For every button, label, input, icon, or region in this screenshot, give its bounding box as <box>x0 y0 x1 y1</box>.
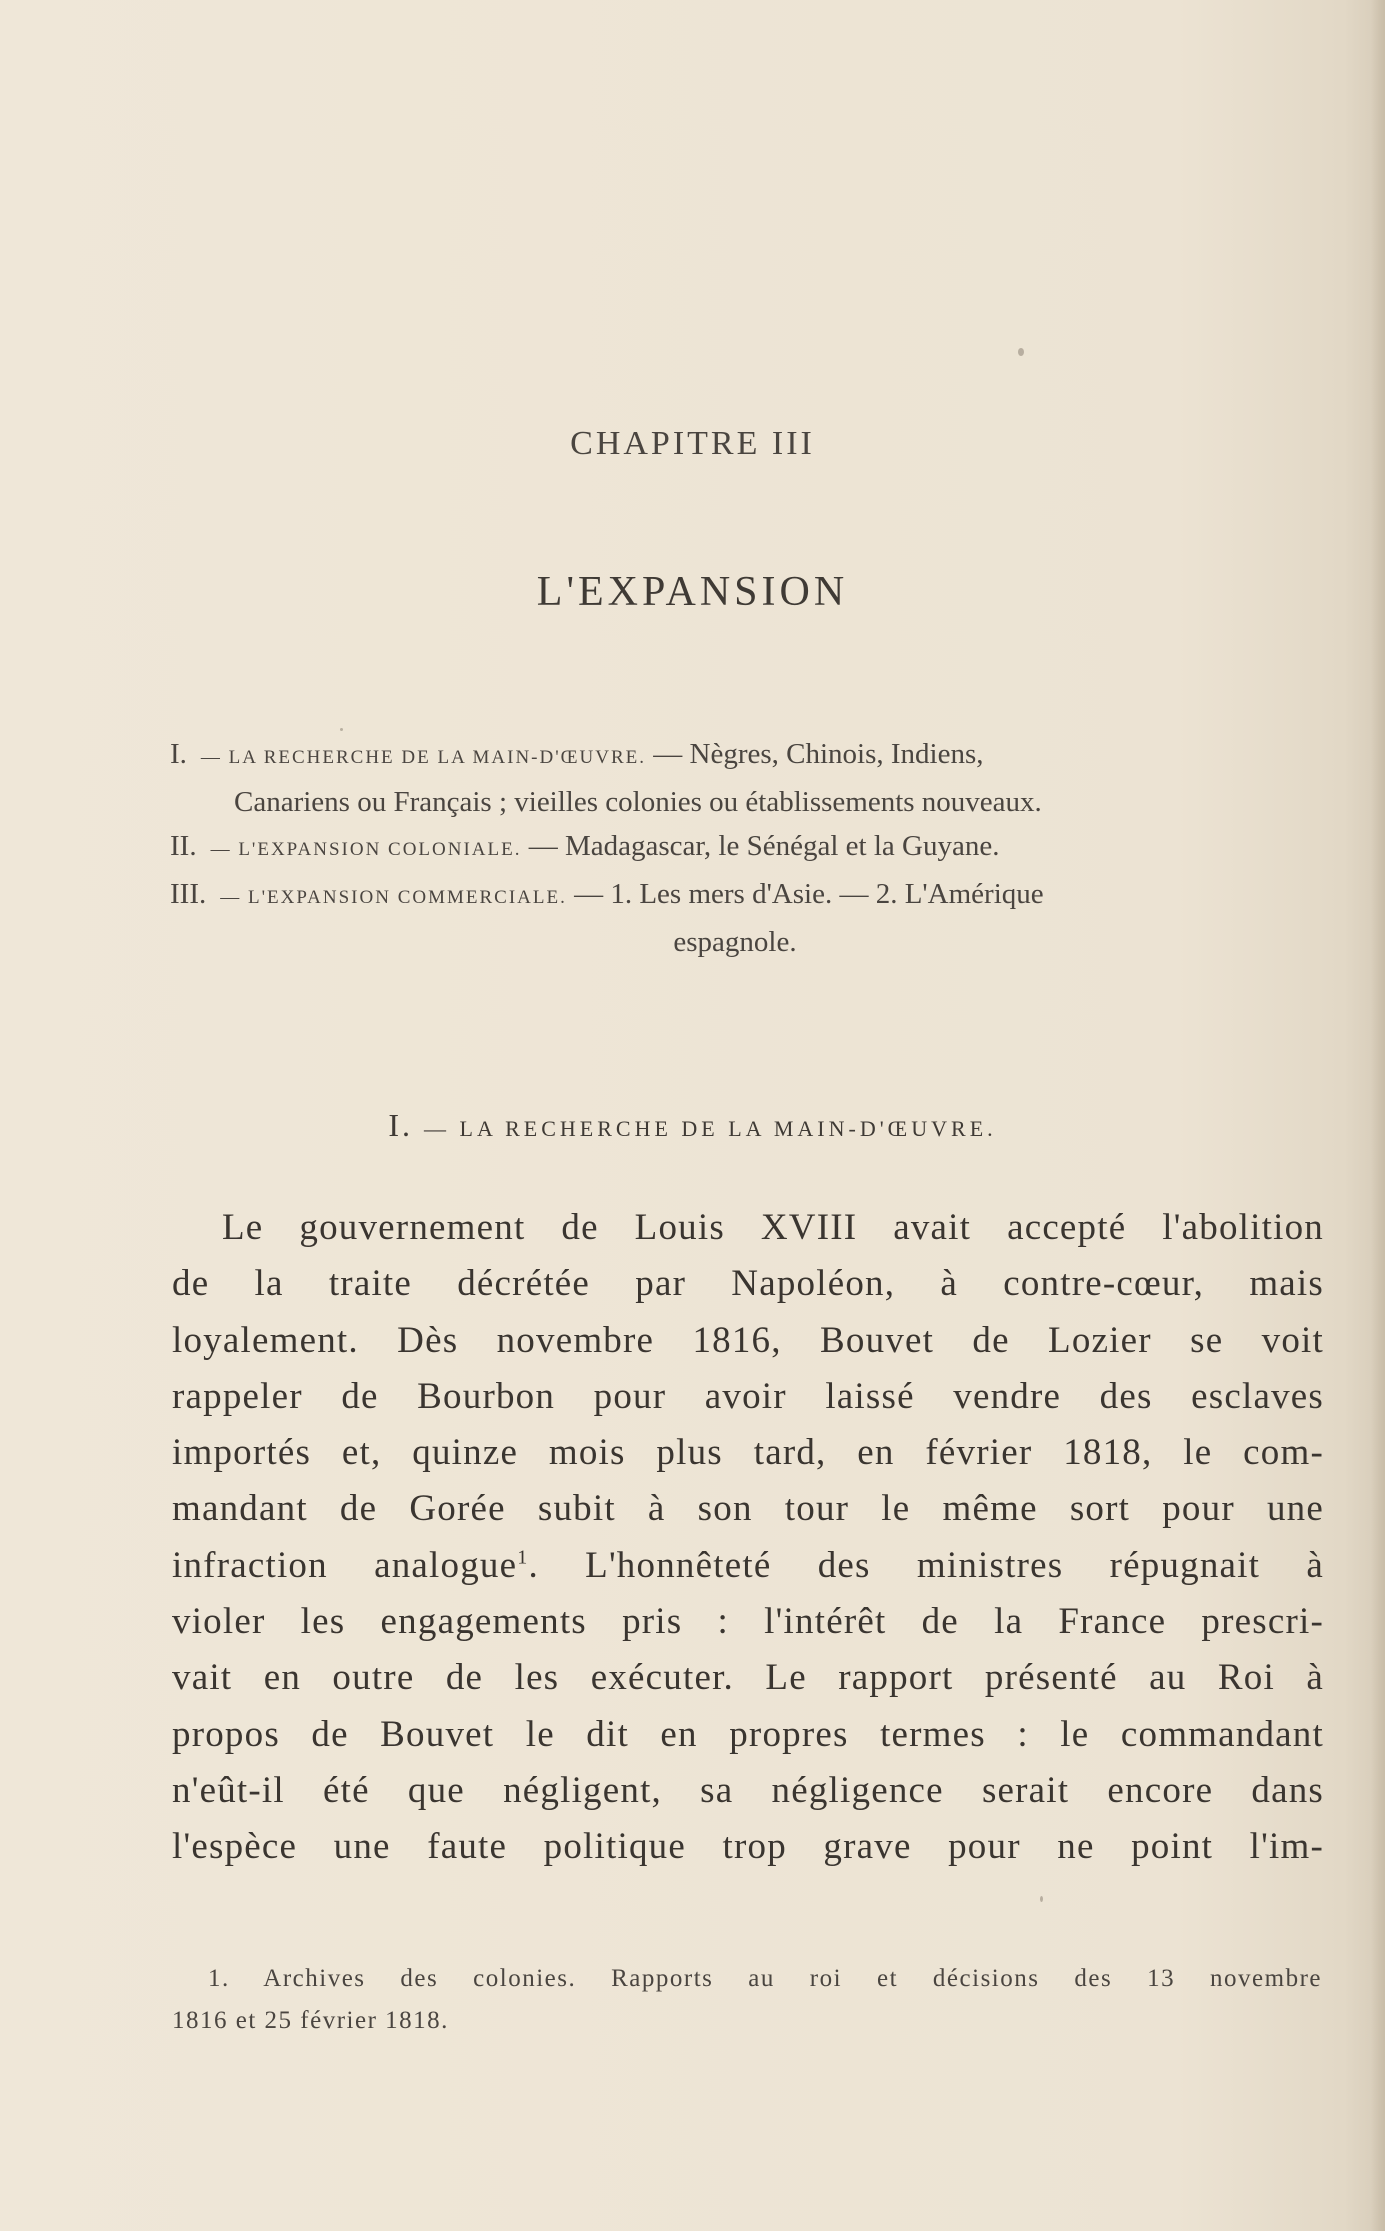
summary-continuation: espagnole. <box>673 926 797 958</box>
body-paragraph <box>172 1200 1324 1876</box>
text-line: importés et, quinze mois plus tard, en février 1818, le com- <box>172 1432 1324 1474</box>
chapter-summary <box>170 732 1320 964</box>
text-line: Le gouvernement de Louis XVIII avait accepté l'abolition <box>222 1207 1324 1248</box>
text-line: vait en outre de les exécuter. Le rapport présenté au Roi à <box>172 1657 1324 1699</box>
summary-heading: — L'EXPANSION COMMERCIALE. <box>220 887 567 908</box>
section-title: — LA RECHERCHE DE LA MAIN-D'ŒUVRE. <box>424 1116 997 1141</box>
paper-speck <box>1040 1896 1043 1902</box>
summary-entry-3: III. — L'EXPANSION COMMERCIALE. — 1. Les mers d'Asie. — 2. L'Amérique <box>170 878 1044 910</box>
footnote-line: 1. Archives des colonies. Rapports au roi et décisions des 13 novembre <box>208 1965 1322 1992</box>
text-line: rappeler de Bourbon pour avoir laissé vendre des esclaves <box>172 1375 1324 1417</box>
summary-text: — 1. Les mers d'Asie. — 2. L'Amérique <box>574 878 1044 910</box>
summary-heading: — L'EXPANSION COLONIALE. <box>210 839 522 860</box>
text-line: violer les engagements pris : l'intérêt de la France prescri- <box>172 1601 1324 1643</box>
summary-continuation: Canariens ou Français ; vieilles colonies ou établissements nouveaux. <box>234 786 1042 818</box>
chapter-title: L'EXPANSION <box>536 569 849 615</box>
section-heading: I. — LA RECHERCHE DE LA MAIN-D'ŒUVRE. <box>388 1107 997 1143</box>
chapter-number: CHAPITRE III <box>570 425 815 462</box>
text-line: infraction analogue$^1$. L'honnêteté des ministres répugnait à <box>172 1544 1324 1586</box>
footnote <box>172 1958 1322 2042</box>
text-line: propos de Bouvet le dit en propres termes : le commandant <box>172 1713 1324 1755</box>
text-line: loyalement. Dès novembre 1816, Bouvet de Lozier se voit <box>172 1319 1324 1361</box>
footnote-reference[interactable]: 1 <box>517 1546 529 1569</box>
summary-entry-2: II. — L'EXPANSION COLONIALE. — Madagascar, le Sénégal et la Guyane. <box>170 830 1000 862</box>
paper-speck <box>340 728 343 731</box>
text-line: n'eût-il été que négligent, sa négligence serait encore dans <box>172 1769 1324 1811</box>
summary-entry-1: I. — LA RECHERCHE DE LA MAIN-D'ŒUVRE. — Nègres, Chinois, Indiens, <box>170 738 984 770</box>
text-line: mandant de Gorée subit à son tour le même sort pour une <box>172 1488 1324 1530</box>
summary-text: — Nègres, Chinois, Indiens, <box>653 738 984 770</box>
paper-speck <box>1018 348 1024 356</box>
footnote-line: 1816 et 25 février 1818. <box>172 2007 449 2034</box>
text-line: de la traite décrétée par Napoléon, à contre-cœur, mais <box>172 1263 1324 1305</box>
summary-heading: — LA RECHERCHE DE LA MAIN-D'ŒUVRE. <box>200 747 647 768</box>
summary-text: — Madagascar, le Sénégal et la Guyane. <box>528 830 1000 862</box>
text-line: l'espèce une faute politique trop grave pour ne point l'im- <box>172 1826 1324 1868</box>
